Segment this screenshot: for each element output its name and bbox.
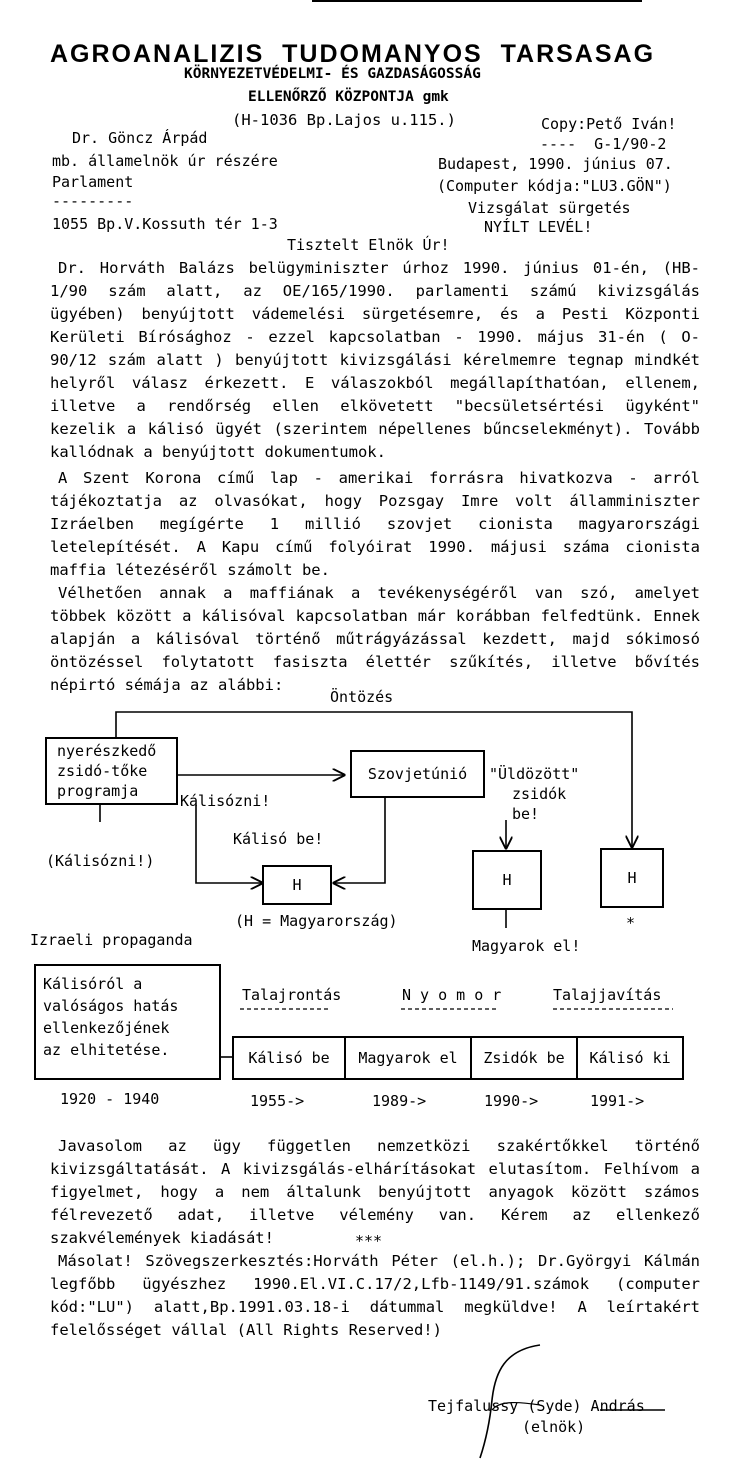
stage-cell: Zsidók be: [470, 1038, 576, 1078]
kaliso-be-label: Kálisó be!: [233, 830, 324, 848]
capital-program-box: nyerészkedő zsidó-tőke programja: [45, 737, 178, 805]
stage-cell: Kálisó ki: [576, 1038, 682, 1078]
propaganda-box: Kálisóról a valóságos hatás ellenkezőjének az elhitetése.: [34, 964, 221, 1080]
paragraph-4: Javasolom az ügy független nemzetközi szakértőkkel történő kivizsgáltatását. A kivizsgálás-elhárításokat elutasítom. Felhívom a figyelmet, hogy a nem általunk benyújtott anyagok között számos félrevezető adat, illetve vélemény van. Kérem az ellenkező szakvélemények kiadását!: [50, 1137, 700, 1247]
computer-code: (Computer kódja:"LU3.GÖN"): [437, 177, 672, 195]
recipient-address: 1055 Bp.V.Kossuth tér 1-3: [52, 215, 278, 233]
star-mark: *: [626, 914, 636, 932]
kaliozni-paren: (Kálisózni!): [46, 852, 155, 870]
kaliozni-arrow-label: Kálisózni!: [180, 792, 271, 810]
open-letter: NYÍLT LEVÉL!: [484, 218, 593, 236]
org-address: (H-1036 Bp.Lajos u.115.): [232, 111, 456, 129]
stage-cell: Kálisó be: [248, 1049, 330, 1067]
org-subtitle-2: ELLENŐRZŐ KÖZPONTJA gmk: [248, 89, 449, 105]
persecuted-label-1: "Üldözött": [489, 765, 580, 783]
recipient-name: Dr. Göncz Árpád: [72, 129, 208, 147]
h-box-middle: H: [472, 850, 542, 910]
stage-header-2: N y o m o r: [402, 986, 502, 1004]
year-label: 1955->: [250, 1092, 305, 1110]
recipient-dashes: ---------: [52, 192, 134, 210]
year-label: 1920 - 1940: [60, 1090, 160, 1108]
paragraph-3: Vélhetően annak a maffiának a tevékenységéről van szó, amelyet többek között a kálisóval kapcsolatban már korábban felfedtünk. Ennek alapján a kálisóval történő műtrágyázással kezdett, majd sókimosó öntözéssel folytatott fasiszta élettér szűkítés, illetve bővítés népirtó sémája az alábbi:: [50, 584, 700, 694]
h-box-right: H: [600, 848, 664, 908]
separator-stars: ***: [355, 1232, 383, 1250]
propaganda-label: Izraeli propaganda: [30, 931, 193, 949]
persecuted-label-3: be!: [512, 805, 540, 823]
urgency: Vizsgálat sürgetés: [468, 199, 631, 217]
persecuted-label-2: zsidók: [512, 785, 567, 803]
stage-header-3: Talajjavítás: [553, 986, 662, 1004]
paragraph-1: Dr. Horváth Balázs belügyminiszter úrhoz 1990. június 01-én, (HB-1/90 szám alatt, az OE/165/1990. parlamenti számú kivizsgálás ügyében) benyújtott vádemelési sürgetésemre, és a Pesti Központi Kerületi Bírósághoz - ezzel kapcsolatban - 1990. május 31-én ( O-90/12 szám alatt ) benyújtott kivizsgálási kérelmemre tegnap mindkét helyről válasz érkezett. E válaszokból megállapíthatóan, ellenem, illetve a rendőrség ellen elkövetett "becsületsértési ügyként" kezelik a kálisó ügyét (szerintem népellenes bűncselekményt). Tovább kallódnak a benyújtott dokumentumok.: [50, 259, 700, 461]
magyarok-el-label: Magyarok el!: [472, 937, 581, 955]
reference-number: ---- G-1/90-2: [540, 135, 667, 153]
year-label: 1991->: [590, 1092, 645, 1110]
salutation: Tisztelt Elnök Úr!: [287, 236, 450, 254]
copy-line: Copy:Pető Iván!: [541, 115, 677, 133]
org-name: AGROANALIZIS TUDOMANYOS TARSASAG: [50, 40, 656, 68]
org-subtitle: KÖRNYEZETVÉDELMI- ÉS GAZDASÁGOSSÁG: [184, 66, 481, 82]
recipient-org: Parlament: [52, 173, 134, 191]
year-label: 1989->: [372, 1092, 427, 1110]
h-legend: (H = Magyarország): [235, 912, 398, 930]
paragraph-5: Másolat! Szövegszerkesztés:Horváth Péter (el.h.); Dr.Györgyi Kálmán legfőbb ügyészhez 1990.El.VI.C.17/2,Lfb-1149/91.számok (computer kód:"LU") alatt,Bp.1991.03.18-i dátummal megküldve! A leírtakért felelősséget vállal (All Rights Reserved!): [50, 1252, 700, 1339]
h-box-left: H: [262, 865, 332, 905]
place-date: Budapest, 1990. június 07.: [438, 155, 673, 173]
irrigation-label: Öntözés: [330, 688, 394, 706]
stage-header-1: Talajrontás: [242, 986, 342, 1004]
paragraph-2: A Szent Korona című lap - amerikai forrásra hivatkozva - arról tájékoztatja az olvasókat, hogy Pozsgay Imre volt államminiszter Izráelben megígérte 1 millió szovjet cionista magyarországi letelepítését. A Kapu című folyóirat 1990. májusi száma cionista maffia létezéséről számolt be.: [50, 469, 700, 579]
signature-name: Tejfalussy (Syde) András: [428, 1397, 645, 1415]
sovjet-box: Szovjetúnió: [350, 750, 485, 798]
signature-role: (elnök): [522, 1418, 586, 1436]
stage-cell: Magyarok el: [344, 1038, 470, 1078]
recipient-title: mb. államelnök úr részére: [52, 152, 278, 170]
year-label: 1990->: [484, 1092, 539, 1110]
